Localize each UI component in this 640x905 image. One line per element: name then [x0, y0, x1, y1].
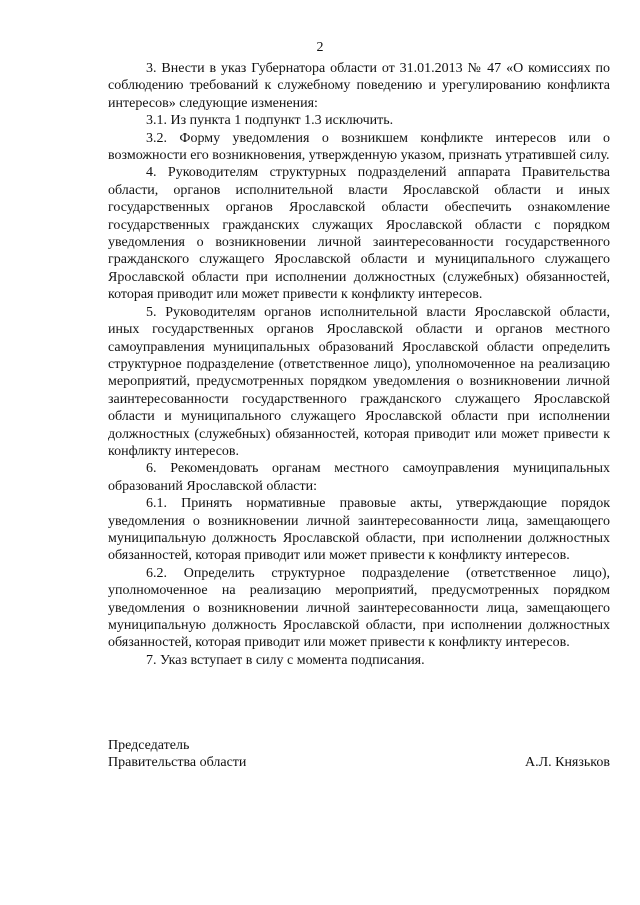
paragraph-3-2: 3.2. Форму уведомления о возникшем конфликте интересов или о возможности его возникновения, утвержденную указом, признать утратившей силу.	[108, 130, 610, 164]
paragraph-6: 6. Рекомендовать органам местного самоуправления муниципальных образований Ярославской области:	[108, 461, 610, 494]
paragraph-3-1: 3.1. Из пункта 1 подпункт 1.3 исключить.	[146, 113, 394, 129]
paragraph-7: 7. Указ вступает в силу с момента подписания.	[146, 652, 425, 668]
signatory-title-line2: Правительства области	[108, 755, 247, 771]
signatory-title-line1: Председатель	[108, 738, 190, 753]
document-body	[108, 60, 610, 669]
page-number: 2	[316, 40, 324, 55]
paragraph-4: 4. Руководителям структурных подразделений аппарата Правительства области, органов исполнительной власти Ярославской области и иных государственных органов Ярославской области обеспечить ознакомление государственных гражданских служащих Ярославской области с порядком уведомления о возникновении личной заинтересованности государственного гражданского служащего Ярославской области и муниципального служащего Ярославской области при исполнении должностных (служебных) обязанностей, которая приводит или может привести к конфликту интересов.	[108, 165, 610, 303]
signatory-name: А.Л. Князьков	[525, 755, 610, 771]
signature-line	[108, 754, 610, 771]
signature-block	[108, 737, 610, 772]
paragraph-3: 3. Внести в указ Губернатора области от 31.01.2013 № 47 «О комиссиях по соблюдению требований к служебному поведению и урегулированию конфликта интересов» следующие изменения:	[108, 61, 610, 111]
paragraph-5: 5. Руководителям органов исполнительной власти Ярославской области, иных государственных органов Ярославской области и органов местного самоуправления муниципальных образований Ярославской области определить структурное подразделение (ответственное лицо), уполномоченное на реализацию мероприятий, предусмотренных порядком уведомления о возникновении личной заинтересованности государственного гражданского служащего Ярославской области и муниципального служащего Ярославской области при исполнении должностных (служебных) обязанностей, которая приводит или может привести к конфликту интересов.	[108, 304, 610, 459]
paragraph-6-1: 6.1. Принять нормативные правовые акты, утверждающие порядок уведомления о возникновении личной заинтересованности лица, замещающего муниципальную должность Ярославской области, при исполнении должностных обязанностей, которая приводит или может привести к конфликту интересов.	[108, 496, 610, 564]
paragraph-6-2: 6.2. Определить структурное подразделение (ответственное лицо), уполномоченное на реализацию мероприятий, предусмотренных порядком уведомления о возникновении личной заинтересованности лица, замещающего муниципальную должность Ярославской области, при исполнении должностных обязанностей, которая приводит или может привести к конфликту интересов.	[108, 565, 610, 651]
